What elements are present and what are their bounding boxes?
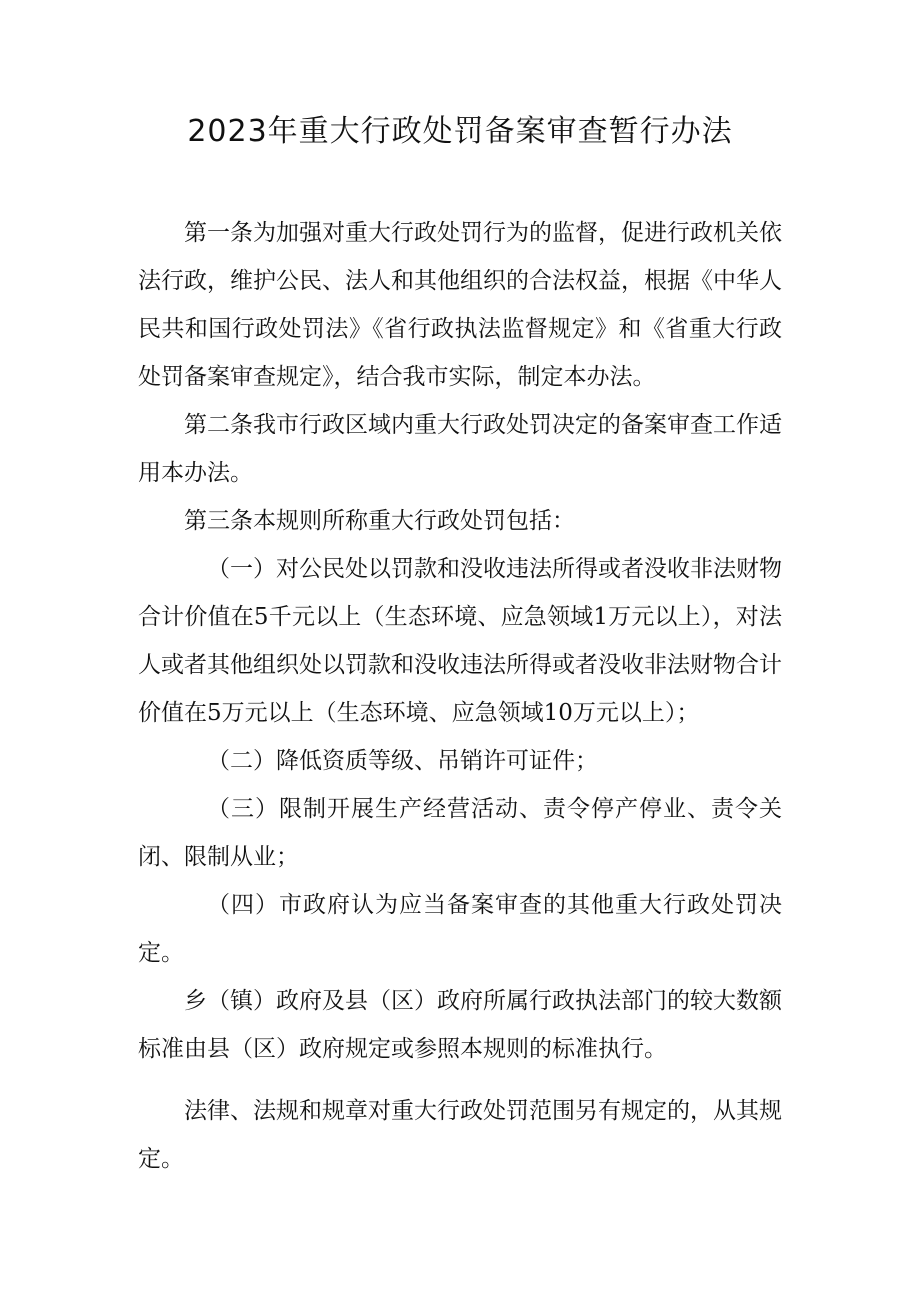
document-body (138, 209, 782, 1183)
article-3-item-3: （三）限制开展生产经营活动、责令停产停业、责令关闭、限制从业； (138, 796, 782, 870)
article-1-paragraph: 第一条为加强对重大行政处罚行为的监督，促进行政机关依法行政，维护公民、法人和其他组织的合法权益，根据《中华人民共和国行政处罚法》《省行政执法监督规定》和《省重大行政处罚备案审查规定》，结合我市实际，制定本办法。 (138, 220, 782, 390)
article-2-paragraph: 第二条我市行政区域内重大行政处罚决定的备案审查工作适用本办法。 (138, 412, 782, 486)
township-standard-paragraph: 乡（镇）政府及县（区）政府所属行政执法部门的较大数额标准由县（区）政府规定或参照本规则的标准执行。 (138, 988, 782, 1062)
article-3-item-1: （一）对公民处以罚款和没收违法所得或者没收非法财物合计价值在5千元以上（生态环境、应急领域1万元以上），对法人或者其他组织处以罚款和没收违法所得或者没收非法财物合计价值在5万元以上（生态环境、应急领域10万元以上）； (138, 556, 782, 726)
article-3-paragraph: 第三条本规则所称重大行政处罚包括： (184, 508, 575, 534)
article-3-item-2: （二）降低资质等级、吊销许可证件； (207, 748, 598, 774)
article-3-item-4: （四）市政府认为应当备案审查的其他重大行政处罚决定。 (138, 892, 782, 966)
document-title: 2023年重大行政处罚备案审查暂行办法 (187, 114, 733, 149)
laws-exception-paragraph: 法律、法规和规章对重大行政处罚范围另有规定的，从其规定。 (138, 1098, 782, 1172)
